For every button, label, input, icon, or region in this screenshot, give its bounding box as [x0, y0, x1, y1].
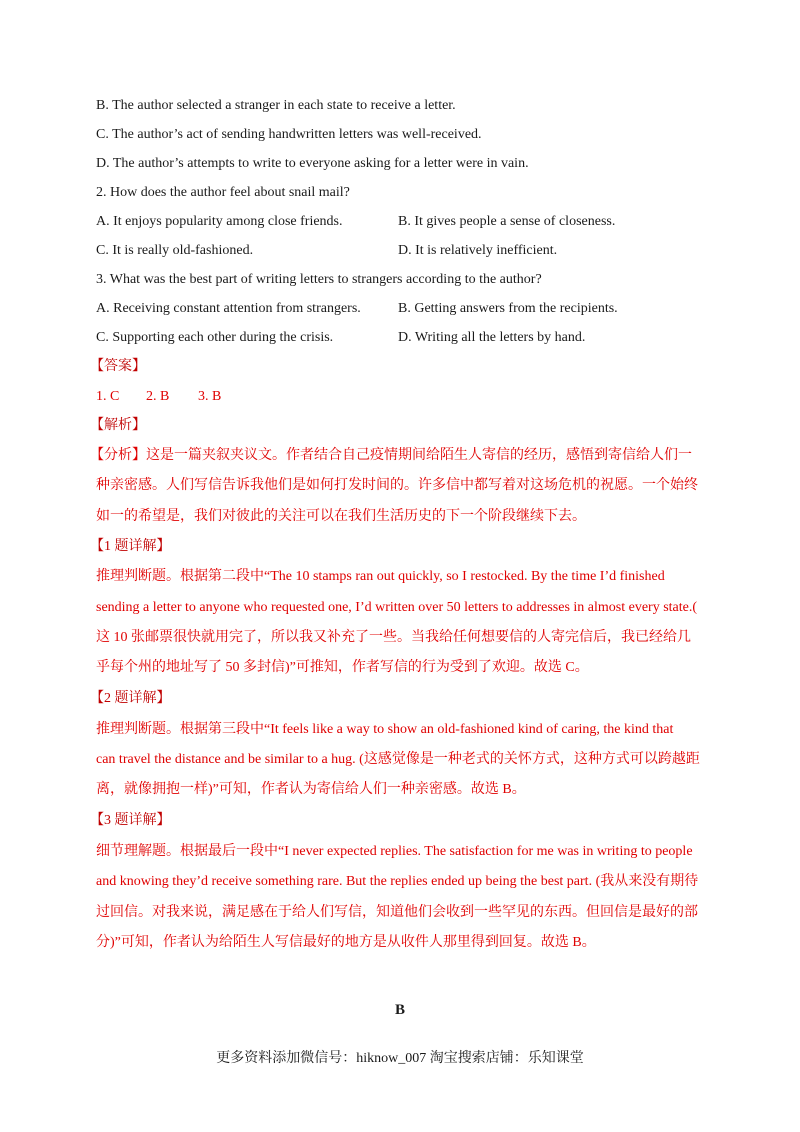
q3-option-b: B. Getting answers from the recipients. [398, 301, 618, 316]
analysis-line: 种亲密感。人们写信告诉我他们是如何打发时间的。许多信中都写着对这场危机的祝愿。一个始终 [96, 478, 698, 493]
q2-stem: 2. How does the author feel about snail mail? [96, 185, 350, 200]
detail3-line: 细节理解题。根据最后一段中“I never expected replies. The satisfaction for me was in writing to people [96, 844, 693, 859]
q1-option-d: D. The author’s attempts to write to everyone asking for a letter were in vain. [96, 156, 529, 171]
analysis-heading: 【解析】 [90, 418, 146, 433]
detail3-line: 分)”可知，作者认为给陌生人写信最好的地方是从收件人那里得到回复。故选 B。 [96, 935, 596, 950]
detail1-line: 这 10 张邮票很快就用完了，所以我又补充了一些。当我给任何想要信的人寄完信后，我已经给几 [96, 630, 691, 645]
detail2-line: can travel the distance and be similar to a hug. (这感觉像是一种老式的关怀方式，这种方式可以跨越距 [96, 752, 700, 767]
q2-option-d: D. It is relatively inefficient. [398, 243, 558, 258]
detail1-line: sending a letter to anyone who requested one, I’d written over 50 letters to addresses in almost every state.( [96, 600, 698, 615]
detail1-heading: 【1 题详解】 [90, 539, 171, 554]
q1-option-c: C. The author’s act of sending handwritten letters was well-received. [96, 127, 482, 142]
q2-option-b: B. It gives people a sense of closeness. [398, 214, 616, 229]
detail3-heading: 【3 题详解】 [90, 813, 171, 828]
footer-text: 更多资料添加微信号：hiknow_007 淘宝搜索店铺：乐知课堂 [216, 1051, 584, 1066]
q3-option-c: C. Supporting each other during the crisis. [96, 330, 334, 345]
answer-3: 3. B [198, 389, 222, 404]
detail3-line: 过回信。对我来说，满足感在于给人们写信，知道他们会收到一些罕见的东西。但回信是最好的部 [96, 905, 698, 920]
answer-heading: 【答案】 [90, 359, 146, 374]
detail2-heading: 【2 题详解】 [90, 691, 171, 706]
detail2-line: 离，就像拥抱一样)”可知，作者认为寄信给人们一种亲密感。故选 B。 [96, 782, 526, 797]
answer-list [96, 387, 221, 407]
detail2-line: 推理判断题。根据第三段中“It feels like a way to show an old-fashioned kind of caring, the kind that [96, 722, 674, 737]
q3-option-d: D. Writing all the letters by hand. [398, 330, 586, 345]
q2-option-c: C. It is really old-fashioned. [96, 243, 254, 258]
analysis-line: 如一的希望是，我们对彼此的关注可以在我们生活历史的下一个阶段继续下去。 [96, 509, 586, 524]
section-label: B [394, 1002, 405, 1018]
analysis-line: 【分析】这是一篇夹叙夹议文。作者结合自己疫情期间给陌生人寄信的经历，感悟到寄信给人们一 [90, 448, 692, 463]
q1-option-b: B. The author selected a stranger in each state to receive a letter. [96, 98, 456, 113]
detail3-line: and knowing they’d receive something rare. But the replies ended up being the best part. (我从来没有期待 [96, 874, 699, 889]
detail1-line: 推理判断题。根据第二段中“The 10 stamps ran out quickly, so I restocked. By the time I’d finished [96, 569, 665, 584]
q3-option-a: A. Receiving constant attention from strangers. [96, 301, 361, 316]
q3-stem: 3. What was the best part of writing letters to strangers according to the author? [96, 272, 542, 287]
detail1-line: 乎每个州的地址写了 50 多封信)”可推知，作者写信的行为受到了欢迎。故选 C。 [96, 660, 589, 675]
answer-1: 1. C [96, 389, 120, 404]
q2-option-a: A. It enjoys popularity among close friends. [96, 214, 343, 229]
answer-2: 2. B [146, 389, 170, 404]
